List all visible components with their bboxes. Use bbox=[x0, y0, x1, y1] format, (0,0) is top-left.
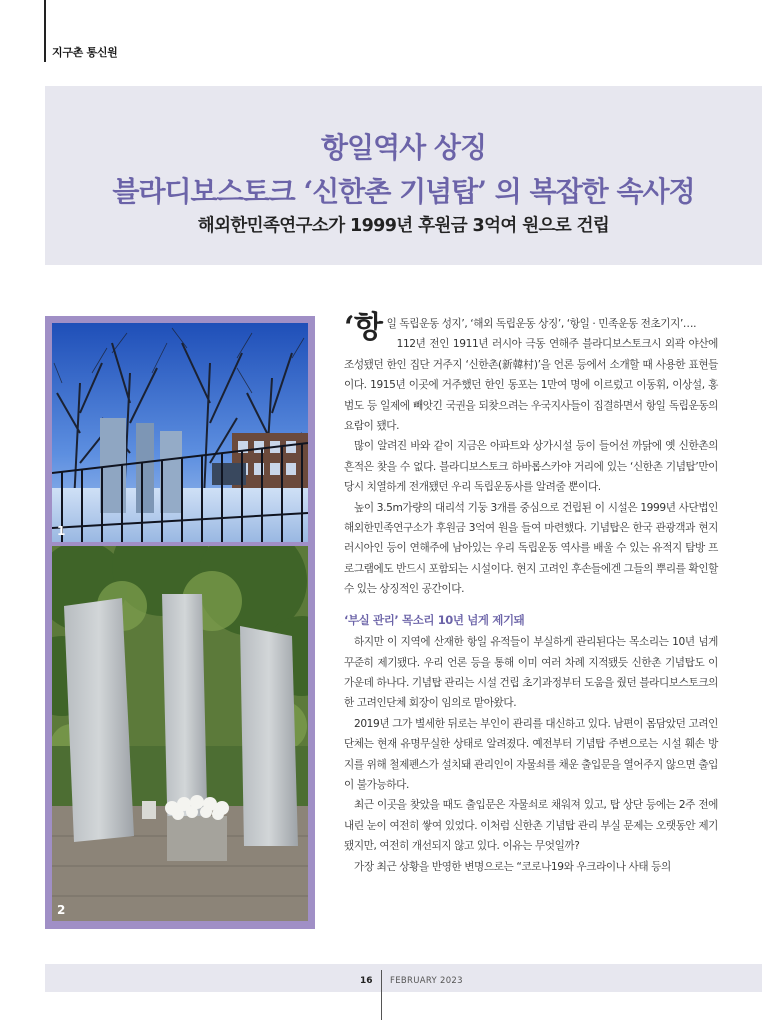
paragraph-2: 112년 전인 1911년 러시아 극동 연해주 블라디보스토크시 외곽 야산에 조성됐던 한인 집단 거주지 ‘신한촌(新韓村)’을 언론 등에서 소개할 때 사용한 표현들이다. 1915년 이곳에 거주했던 한인 동포는 1만여 명에 이르렀고 이동휘, 이상설, 홍범도 등 일제에 빼앗긴 국권을 되찾으려는 우국지사들이 집결하면서 항일 독립운동의 요람이 됐다. bbox=[344, 338, 718, 433]
dropcap: ‘항 bbox=[344, 310, 383, 345]
section-label: 지구촌 통신원 bbox=[52, 46, 118, 59]
title-line-1: 항일역사 상징 bbox=[320, 131, 487, 164]
article-body bbox=[344, 310, 718, 877]
top-rule bbox=[44, 0, 46, 62]
subtitle: 해외한민족연구소가 1999년 후원금 3억여 원으로 건립 bbox=[197, 216, 610, 236]
paragraph-1 bbox=[344, 310, 718, 345]
paragraph-5: 하지만 이 지역에 산재한 항일 유적들이 부실하게 관리된다는 목소리는 10년 넘게 꾸준히 제기됐다. 우리 언론 등을 통해 이미 여러 차례 지적됐듯 신한촌 기념탑도 이 가운데 하나다. 기념탑 관리는 시설 건립 초기과정부터 도움을 줬던 블라디보스토크의 한 고려인단체 회장이 임의로 맡아왔다. bbox=[344, 636, 718, 710]
photo-memorial-winter bbox=[52, 323, 308, 542]
footer-rule bbox=[381, 970, 382, 1020]
photo-frame bbox=[45, 316, 315, 929]
photo-number-1: 1 bbox=[57, 524, 66, 538]
photo-memorial-winter-image bbox=[52, 323, 308, 542]
page-number: 16 bbox=[360, 976, 373, 986]
paragraph-6: 2019년 그가 별세한 뒤로는 부인이 관리를 대신하고 있다. 남편이 몸담았던 고려인단체는 현재 유명무실한 상태로 알려졌다. 예전부터 기념탑 주변으로는 시설 훼손 방지를 위해 철제펜스가 설치돼 관리인이 자물쇠를 채운 출입문을 열어주지 않으면 출입이 불가능하다. bbox=[344, 717, 718, 791]
paragraph-8: 가장 최근 상황을 반영한 변명으로는 “코로나19와 우크라이나 사태 등의 bbox=[354, 860, 671, 873]
photo-number-2: 2 bbox=[57, 903, 66, 917]
title-box bbox=[45, 86, 762, 265]
paragraph-4: 높이 3.5m가량의 대리석 기둥 3개를 중심으로 건립된 이 시설은 1999년 사단법인 해외한민족연구소가 후원금 3억여 원을 들여 마련했다. 기념탑은 한국 관광객과 현지 러시아인 등이 연해주에 남아있는 우리 독립운동 역사를 배울 수 있는 유적지 탐방 프로그램에도 반드시 포함되는 시설이다. 현지 고려인 후손들에겐 그들의 뿌리를 확인할 수 있는 상징적인 공간이다. bbox=[344, 501, 718, 596]
photo-memorial-summer-image bbox=[52, 546, 308, 921]
title-line-2: 블라디보스토크 ‘신한촌 기념탑’ 의 복잡한 속사정 bbox=[112, 175, 695, 208]
paragraph-3: 많이 알려진 바와 같이 지금은 아파트와 상가시설 등이 들어선 까닭에 옛 신한촌의 흔적은 찾을 수 없다. 블라디보스토크 하바롭스카야 거리에 있는 ‘신한촌 기념탑’만이 당시 치열하게 전개됐던 우리 독립운동사를 알려줄 뿐이다. bbox=[344, 440, 718, 494]
section-heading: ‘부실 관리’ 목소리 10년 넘게 제기돼 bbox=[344, 612, 525, 627]
paragraph-1-text: 일 독립운동 성지’, ‘해외 독립운동 상징’, ‘항일 · 민족운동 전초기지’…. bbox=[386, 318, 697, 330]
photo-memorial-summer bbox=[52, 546, 308, 921]
paragraph-7: 최근 이곳을 찾았을 때도 출입문은 자물쇠로 채워져 있고, 탑 상단 등에는 2주 전에 내린 눈이 여전히 쌓여 있었다. 이처럼 신한촌 기념탑 관리 부실 문제는 오랫동안 제기됐지만, 여전히 개선되지 않고 있다. 이유는 무엇일까? bbox=[344, 799, 718, 853]
issue-date: FEBRUARY 2023 bbox=[390, 976, 463, 986]
